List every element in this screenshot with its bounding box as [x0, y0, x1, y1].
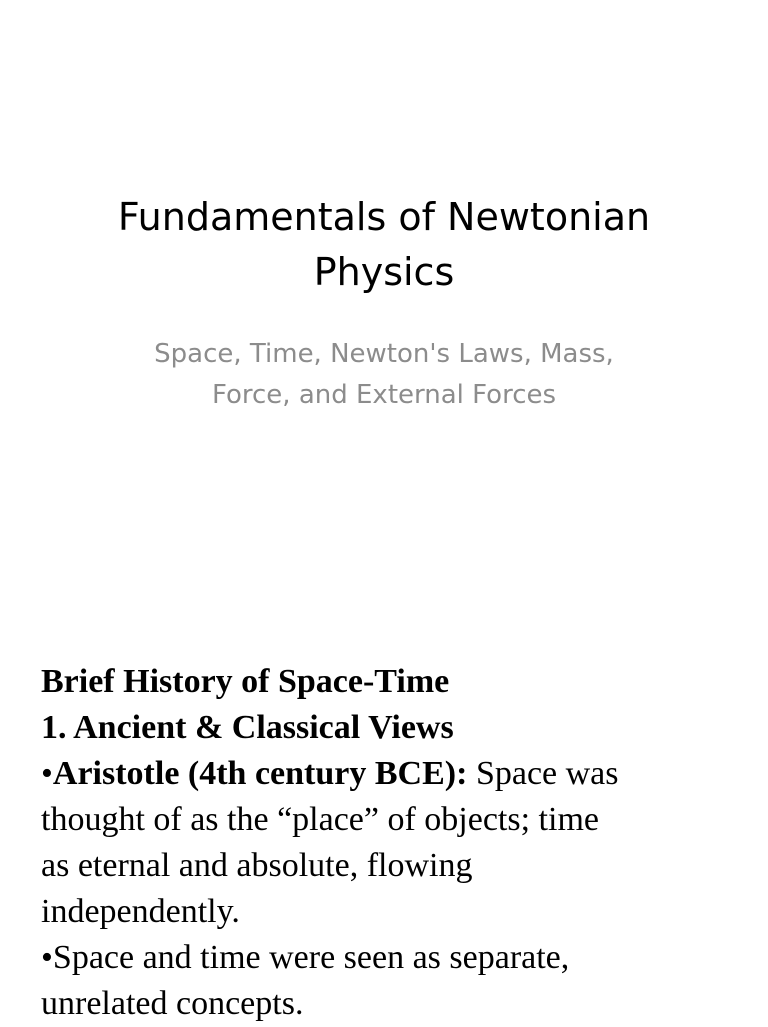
content-heading: Brief History of Space-Time: [41, 663, 450, 700]
bullet-marker: •: [41, 939, 53, 976]
bullet-aristotle-line-3: as eternal and absolute, flowing: [41, 847, 473, 884]
bullet-aristotle-line-4: independently.: [41, 893, 240, 930]
subtitle-line-2: Force, and External Forces: [211, 380, 557, 410]
bullet-marker: •: [41, 755, 53, 792]
bullet-aristotle-line-1: [41, 751, 721, 797]
section-heading: 1. Ancient & Classical Views: [41, 709, 454, 746]
title-line-1: Fundamentals of Newtonian: [117, 195, 651, 239]
slide-content: [41, 659, 721, 1027]
bullet-aristotle-text-1: Space was: [467, 755, 619, 792]
bullet-aristotle-label: Aristotle (4th century BCE):: [52, 755, 468, 792]
slide-title: [0, 190, 768, 300]
bullet-separate-text-1: Space and time were seen as separate,: [52, 939, 570, 976]
history-slide: [0, 576, 768, 1024]
title-line-2: Physics: [313, 250, 455, 294]
subtitle-line-1: Space, Time, Newton's Laws, Mass,: [154, 339, 614, 369]
slide-subtitle: [0, 334, 768, 416]
bullet-separate-line-2: unrelated concepts.: [41, 985, 304, 1022]
bullet-separate-line-1: [41, 935, 721, 981]
bullet-aristotle-line-2: thought of as the “place” of objects; time: [41, 801, 599, 838]
